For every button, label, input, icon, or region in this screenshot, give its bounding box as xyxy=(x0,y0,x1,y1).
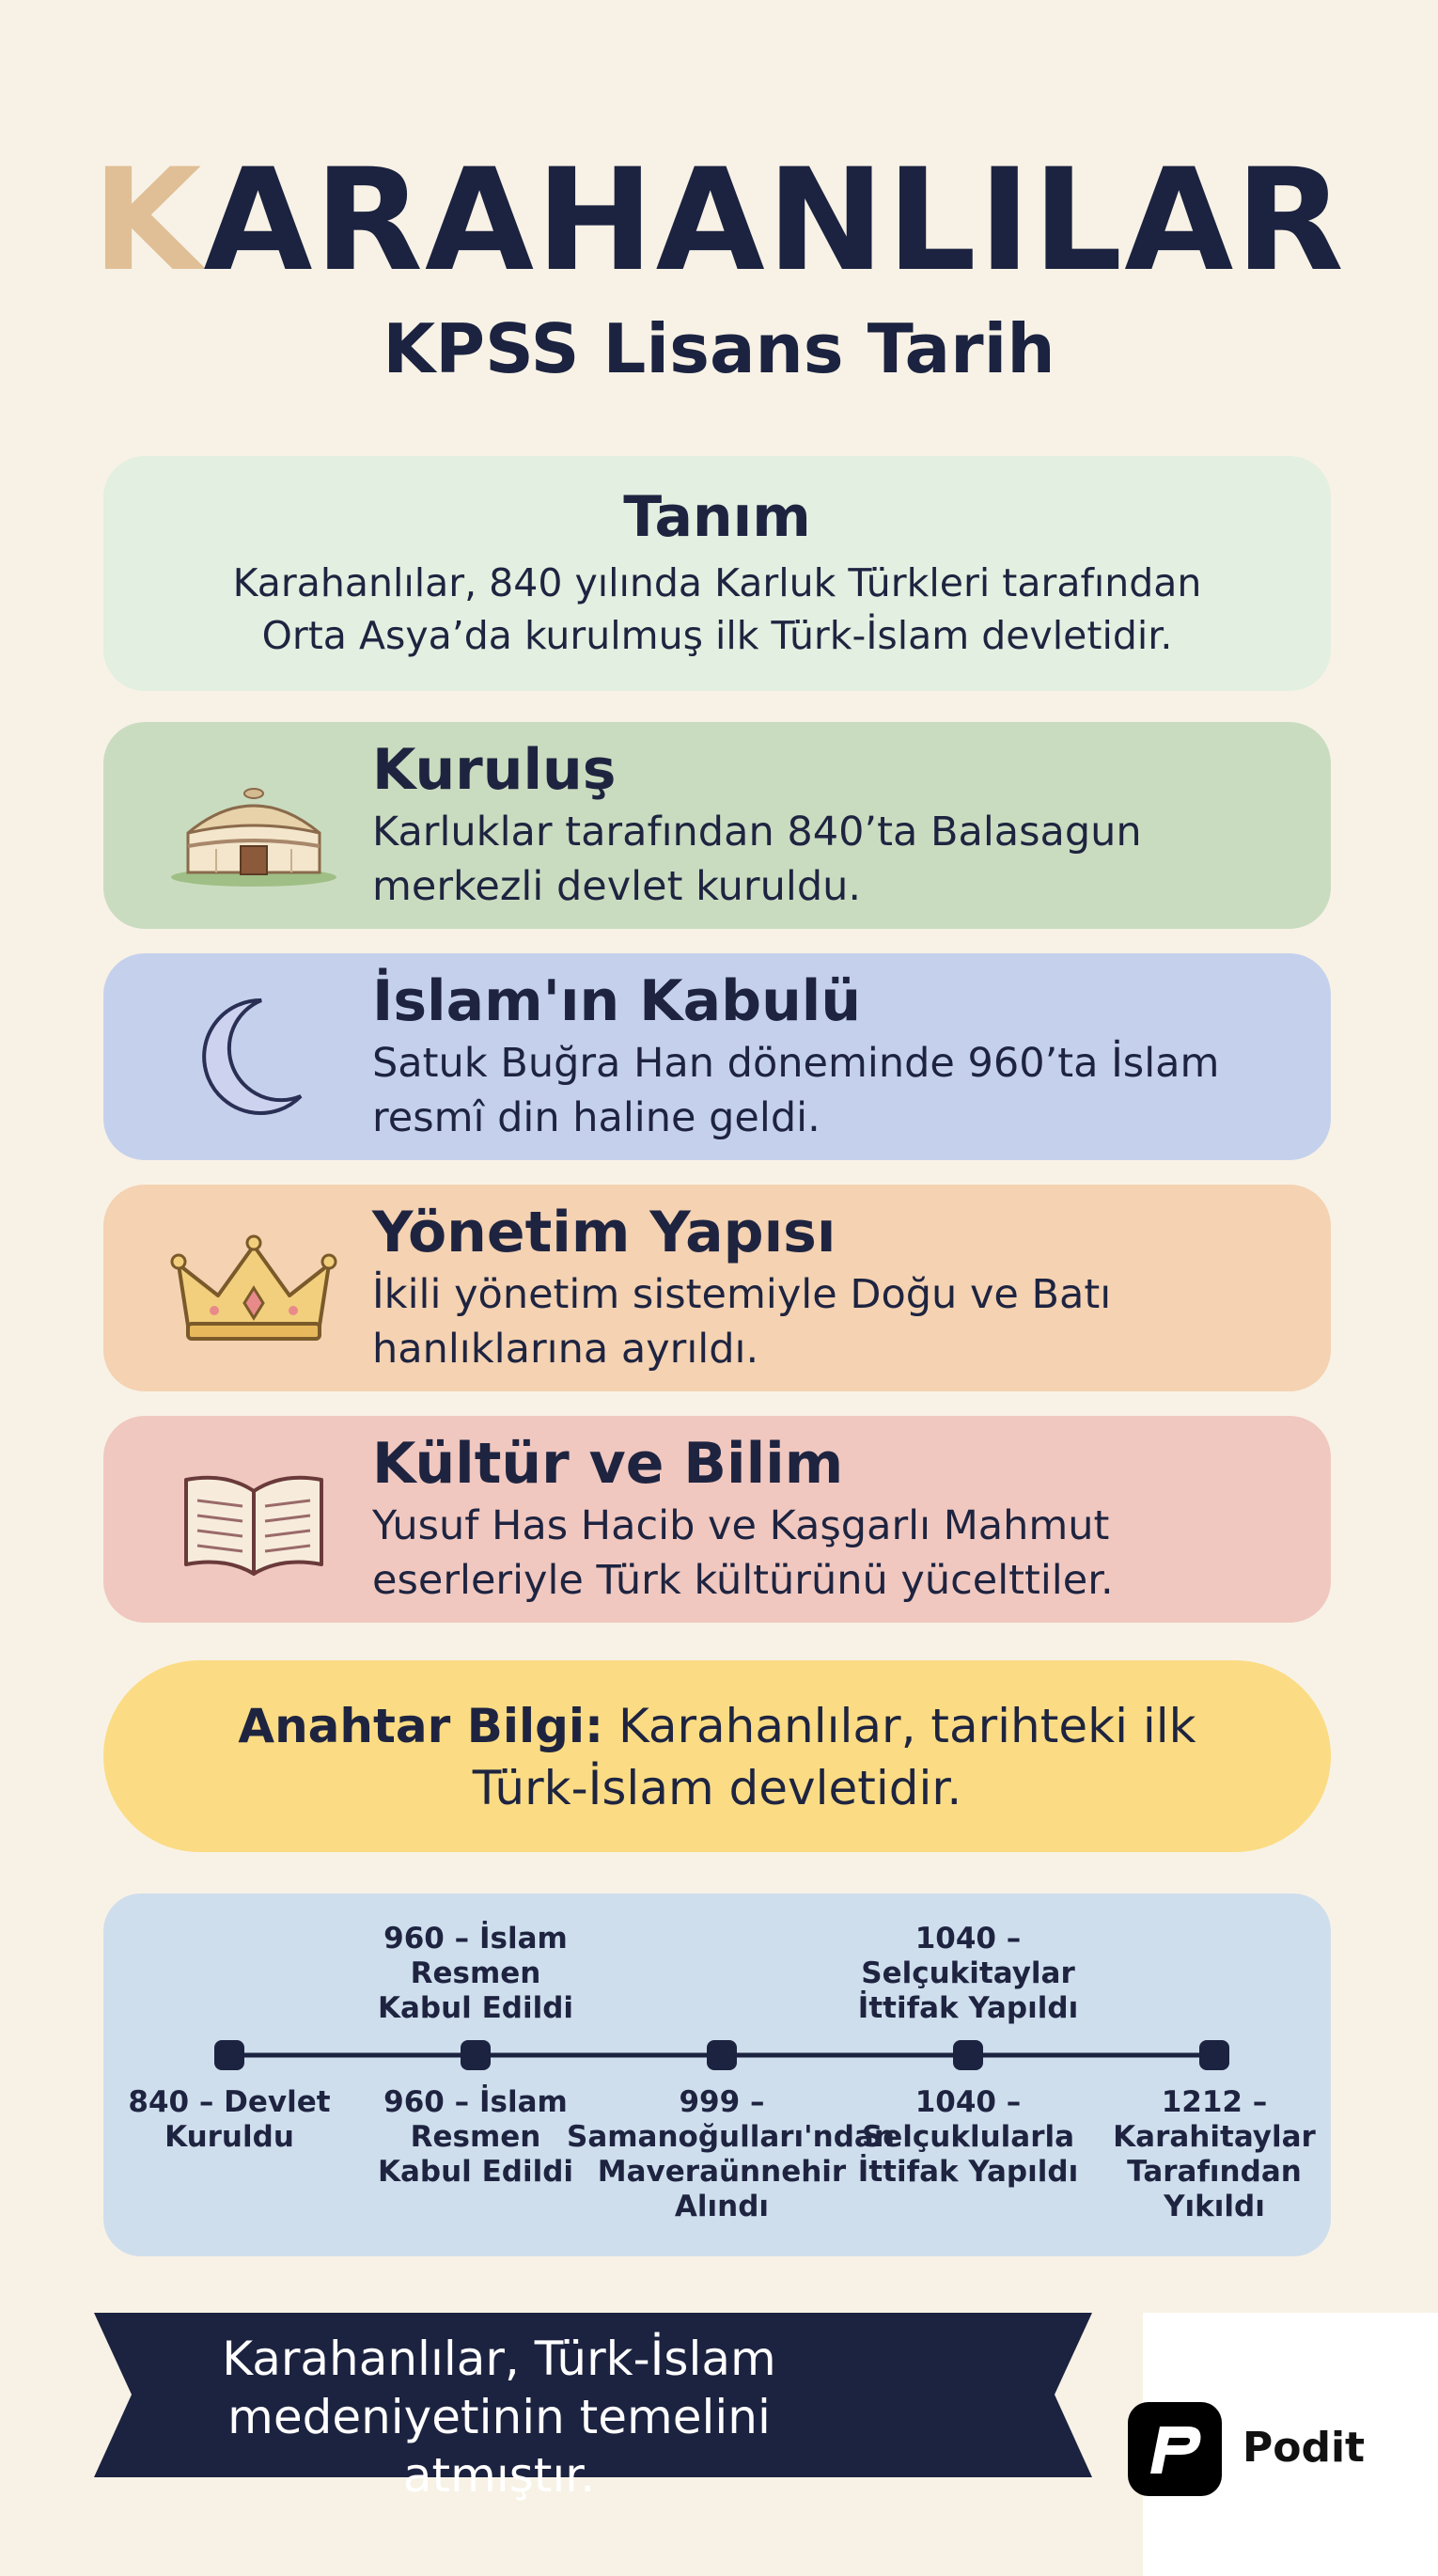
footer-banner-text xyxy=(132,2330,867,2505)
card-kultur-text-line1: Yusuf Has Hacib ve Kaşgarlı Mahmut xyxy=(372,1502,1110,1549)
timeline-bottom-label-1212 xyxy=(1059,2085,1369,2224)
label-line: Maveraünnehir xyxy=(597,2155,847,2189)
definition-text-line2: Orta Asya’da kurulmuş ilk Türk-İslam devletidir. xyxy=(261,613,1173,658)
label-line: Resmen xyxy=(410,2120,541,2154)
label-line: Selçukitaylar xyxy=(861,1956,1075,1990)
card-kultur-text xyxy=(372,1499,1303,1608)
timeline-node-3 xyxy=(707,2040,737,2070)
label-line: 1212 – xyxy=(1161,2085,1268,2119)
key-info-line2: Türk-İslam devletidir. xyxy=(472,1761,962,1815)
label-line: İttifak Yapıldı xyxy=(857,2155,1079,2189)
label-line: 960 – İslam xyxy=(383,2085,568,2119)
timeline-top-label-1040 xyxy=(813,1922,1123,2026)
card-kurulus-text-line2: merkezli devlet kuruldu. xyxy=(372,863,862,910)
key-info-line1-rest: Karahanlılar, tarihteki ilk xyxy=(603,1699,1196,1753)
label-line: Selçuklularla xyxy=(861,2120,1075,2154)
page-title xyxy=(0,139,1438,303)
card-kurulus-text-line1: Karluklar tarafından 840’ta Balasagun xyxy=(372,809,1142,856)
card-yonetim xyxy=(103,1185,1331,1391)
footer-banner-line2: medeniyetinin temelini atmıştır. xyxy=(227,2390,771,2503)
card-kurulus xyxy=(103,722,1331,929)
definition-text-line1: Karahanlılar, 840 yılında Karluk Türkleri tarafından xyxy=(232,560,1202,605)
label-line: Yıkıldı xyxy=(1164,2190,1265,2223)
footer-banner-line1: Karahanlılar, Türk-İslam xyxy=(222,2332,776,2386)
label-line: Karahitaylar xyxy=(1113,2120,1316,2154)
crown-icon xyxy=(160,1222,348,1354)
timeline-node-1 xyxy=(214,2040,244,2070)
card-kultur-heading: Kültür ve Bilim xyxy=(372,1431,844,1497)
card-islam xyxy=(103,953,1331,1160)
label-line: 1040 – xyxy=(914,2085,1022,2119)
label-line: Samanoğulları'ndan xyxy=(567,2120,895,2154)
label-line: Kabul Edildi xyxy=(377,1991,574,2025)
label-line: 840 – Devlet xyxy=(128,2085,331,2119)
page-subtitle: KPSS Lisans Tarih xyxy=(383,309,1055,388)
card-islam-text xyxy=(372,1036,1303,1145)
card-yonetim-text xyxy=(372,1267,1303,1376)
timeline-node-4 xyxy=(953,2040,983,2070)
title-first-letter: K xyxy=(92,139,204,303)
label-line: İttifak Yapıldı xyxy=(857,1991,1079,2025)
book-icon xyxy=(160,1453,348,1585)
timeline-node-2 xyxy=(461,2040,491,2070)
key-info-label: Anahtar Bilgi: xyxy=(238,1699,604,1753)
timeline-top-label-960 xyxy=(320,1922,631,2026)
label-line: 999 – xyxy=(679,2085,765,2119)
label-line: Resmen xyxy=(410,1956,541,1990)
timeline-box xyxy=(103,1893,1331,2256)
card-kultur xyxy=(103,1416,1331,1623)
key-info-box xyxy=(103,1660,1331,1852)
label-line: Alındı xyxy=(674,2190,770,2223)
label-line: 960 – İslam xyxy=(383,1922,568,1956)
podit-logo-text[interactable]: Podit xyxy=(1243,2424,1366,2472)
card-yonetim-text-line2: hanlıklarına ayrıldı. xyxy=(372,1326,759,1373)
label-line: Tarafından xyxy=(1127,2155,1302,2189)
timeline-node-5 xyxy=(1199,2040,1229,2070)
card-islam-heading: İslam'ın Kabulü xyxy=(372,968,862,1034)
definition-heading: Tanım xyxy=(623,484,811,550)
card-yonetim-text-line1: İkili yönetim sistemiyle Doğu ve Batı xyxy=(372,1271,1112,1318)
card-islam-text-line2: resmî din haline geldi. xyxy=(372,1094,821,1141)
crescent-icon xyxy=(160,991,348,1123)
yurt-icon xyxy=(160,760,348,891)
definition-text xyxy=(141,557,1293,662)
key-info-line1 xyxy=(103,1696,1331,1756)
card-islam-text-line1: Satuk Buğra Han döneminde 960’ta İslam xyxy=(372,1040,1220,1087)
card-kultur-text-line2: eserleriyle Türk kültürünü yücelttiler. xyxy=(372,1557,1114,1604)
card-yonetim-heading: Yönetim Yapısı xyxy=(372,1200,836,1265)
label-line: Kuruldu xyxy=(164,2120,294,2154)
definition-card xyxy=(103,456,1331,691)
card-kurulus-heading: Kuruluş xyxy=(372,737,617,803)
card-kurulus-text xyxy=(372,805,1303,914)
label-line: 1040 – xyxy=(914,1922,1022,1956)
title-rest: ARAHANLILAR xyxy=(203,139,1346,303)
label-line: Kabul Edildi xyxy=(377,2155,574,2189)
podit-logo-icon[interactable] xyxy=(1128,2402,1222,2496)
